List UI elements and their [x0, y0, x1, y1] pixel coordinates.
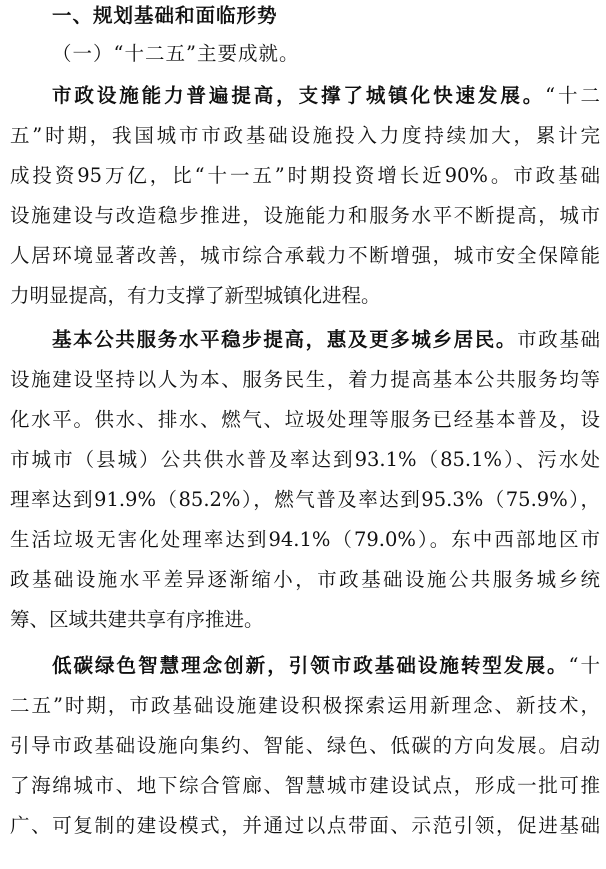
paragraph-line: 生活垃圾无害化处理率达到94.1%（79.0%）。东中西部地区市 — [10, 528, 600, 551]
paragraph-public-services — [10, 326, 600, 646]
paragraph-text: “十 — [568, 654, 600, 677]
paragraph-line: 理率达到91.9%（85.2%），燃气普及率达到95.3%（75.9%）， — [10, 488, 600, 511]
paragraph-text: “十二 — [545, 84, 600, 107]
paragraph-line — [10, 326, 600, 366]
paragraph-lead: 市政设施能力普遍提高，支撑了城镇化快速发展。 — [52, 84, 546, 107]
paragraph-line: 二五”时期，市政基础设施建设积极探索运用新理念、新技术， — [10, 694, 600, 717]
paragraph-line: 人居环境显著改善，城市综合承载力不断增强，城市安全保障能 — [10, 244, 600, 267]
paragraph-line — [10, 82, 600, 122]
paragraph-line: 筹、区域共建共享有序推进。 — [10, 608, 264, 631]
paragraph-line: 广、可复制的建设模式，并通过以点带面、示范引领，促进基础 — [10, 814, 600, 837]
section-heading: 一、规划基础和面临形势 — [52, 4, 278, 27]
paragraph-lead: 低碳绿色智慧理念创新，引领市政基础设施转型发展。 — [52, 654, 569, 677]
paragraph-infrastructure-capacity — [10, 82, 600, 322]
paragraph-line: 五”时期，我国城市市政基础设施投入力度持续加大，累计完 — [10, 124, 600, 147]
paragraph-lead: 基本公共服务水平稳步提高，惠及更多城乡居民。 — [52, 328, 518, 351]
paragraph-text: 市政基础 — [517, 328, 600, 351]
paragraph-line: 引导市政基础设施向集约、智能、绿色、低碳的方向发展。启动 — [10, 734, 600, 757]
paragraph-low-carbon — [10, 652, 600, 852]
subsection-heading: （一）“十二五”主要成就。 — [52, 42, 300, 65]
paragraph-line: 力明显提高，有力支撑了新型城镇化进程。 — [10, 284, 381, 307]
paragraph-line — [10, 652, 600, 692]
paragraph-line: 政基础设施水平差异逐渐缩小，市政基础设施公共服务城乡统 — [10, 568, 600, 591]
paragraph-line: 设施建设与改造稳步推进，设施能力和服务水平不断提高，城市 — [10, 204, 600, 227]
paragraph-line: 市城市（县城）公共供水普及率达到93.1%（85.1%）、污水处 — [10, 448, 600, 471]
paragraph-line: 成投资95万亿，比“十一五”时期投资增长近90%。市政基础 — [10, 164, 600, 187]
paragraph-line: 了海绵城市、地下综合管廊、智慧城市建设试点，形成一批可推 — [10, 774, 600, 797]
paragraph-line: 设施建设坚持以人为本、服务民生，着力提高基本公共服务均等 — [10, 368, 600, 391]
paragraph-line: 化水平。供水、排水、燃气、垃圾处理等服务已经基本普及，设 — [10, 408, 600, 431]
